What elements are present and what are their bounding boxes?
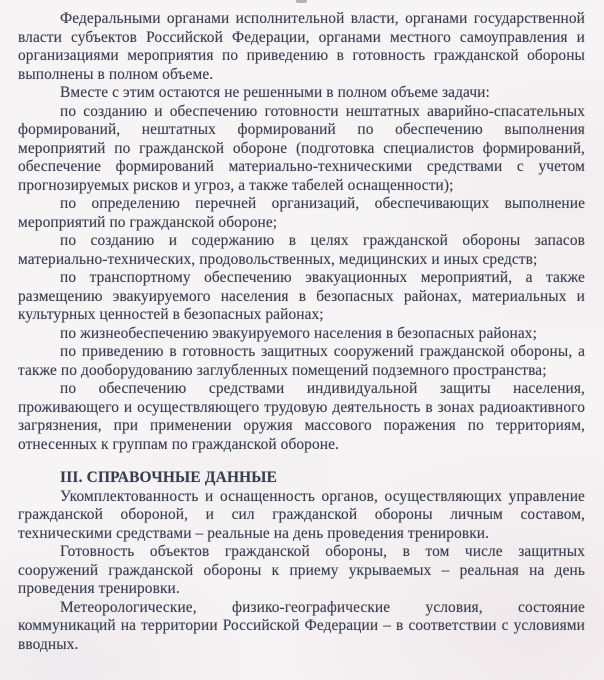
paragraph-task-evacuation-transport: по транспортному обеспечению эвакуационных мероприятий, а также размещению эвакуируемого населения в безопасных районах, материальных и культурных ценностей в безопасных районах; bbox=[18, 269, 585, 323]
page-number-fragment-artifact bbox=[296, 0, 307, 3]
paragraph-task-organization-lists: по определению перечней организаций, обеспечивающих выполнение мероприятий по гражданской обороне; bbox=[18, 195, 585, 231]
section-heading-reference-data: III. СПРАВОЧНЫЕ ДАННЫЕ bbox=[60, 469, 278, 486]
paragraph-task-personal-protection: по обеспечению средствами индивидуальной защиты населения, проживающего и осуществляющего трудовую деятельность в зонах радиоактивного загрязнения, при применении оружия массового поражения по территориям, отнесенных к группам по гражданской обороне. bbox=[18, 380, 585, 453]
paragraph-task-formations: по созданию и обеспечению готовности нештатных аварийно-спасательных формирований, нештатных формирований по обеспечению выполнения мероприятий по гражданской обороне (подготовка специалистов формирований, обеспечение формирований материально-техническими средствами с учетом прогнозируемых рисков и угроз, а также табелей оснащенности); bbox=[18, 102, 585, 194]
paragraph-task-shelters: по приведению в готовность защитных сооружений гражданской обороны, а также по дооборудованию заглубленных помещений подземного пространства; bbox=[18, 343, 585, 379]
paragraph-facility-readiness: Готовность объектов гражданской обороны, в том числе защитных сооружений гражданской обороны к приему укрываемых – реальная на день проведения тренировки. bbox=[18, 543, 585, 597]
paragraph-staffing-equipment: Укомплектованность и оснащенность органов, осуществляющих управление гражданской обороной, и сил гражданской обороны личным составом, техническими средствами – реальные на день проведения тренировки. bbox=[18, 487, 585, 542]
document-body bbox=[18, 10, 585, 654]
paragraph-unresolved-tasks-intro: Вместе с этим остаются не решенными в полном объеме задачи: bbox=[60, 84, 490, 101]
paragraph-task-reserves: по созданию и содержанию в целях гражданской обороны запасов материально-технических, продовольственных, медицинских и иных средств; bbox=[18, 232, 585, 268]
paragraph-meteo-conditions: Метеорологические, физико-географические условия, состояние коммуникаций на территории Российской Федерации – в соответствии с условиями вводных. bbox=[18, 598, 585, 653]
paragraph-federal-bodies: Федеральными органами исполнительной власти, органами государственной власти субъектов Российской Федерации, органами местного самоуправления и организациями мероприятия по приведению в готовность гражданской обороны выполнены в полном объеме. bbox=[18, 10, 585, 83]
paragraph-task-life-support: по жизнеобеспечению эвакуируемого населения в безопасных районах; bbox=[60, 324, 537, 342]
